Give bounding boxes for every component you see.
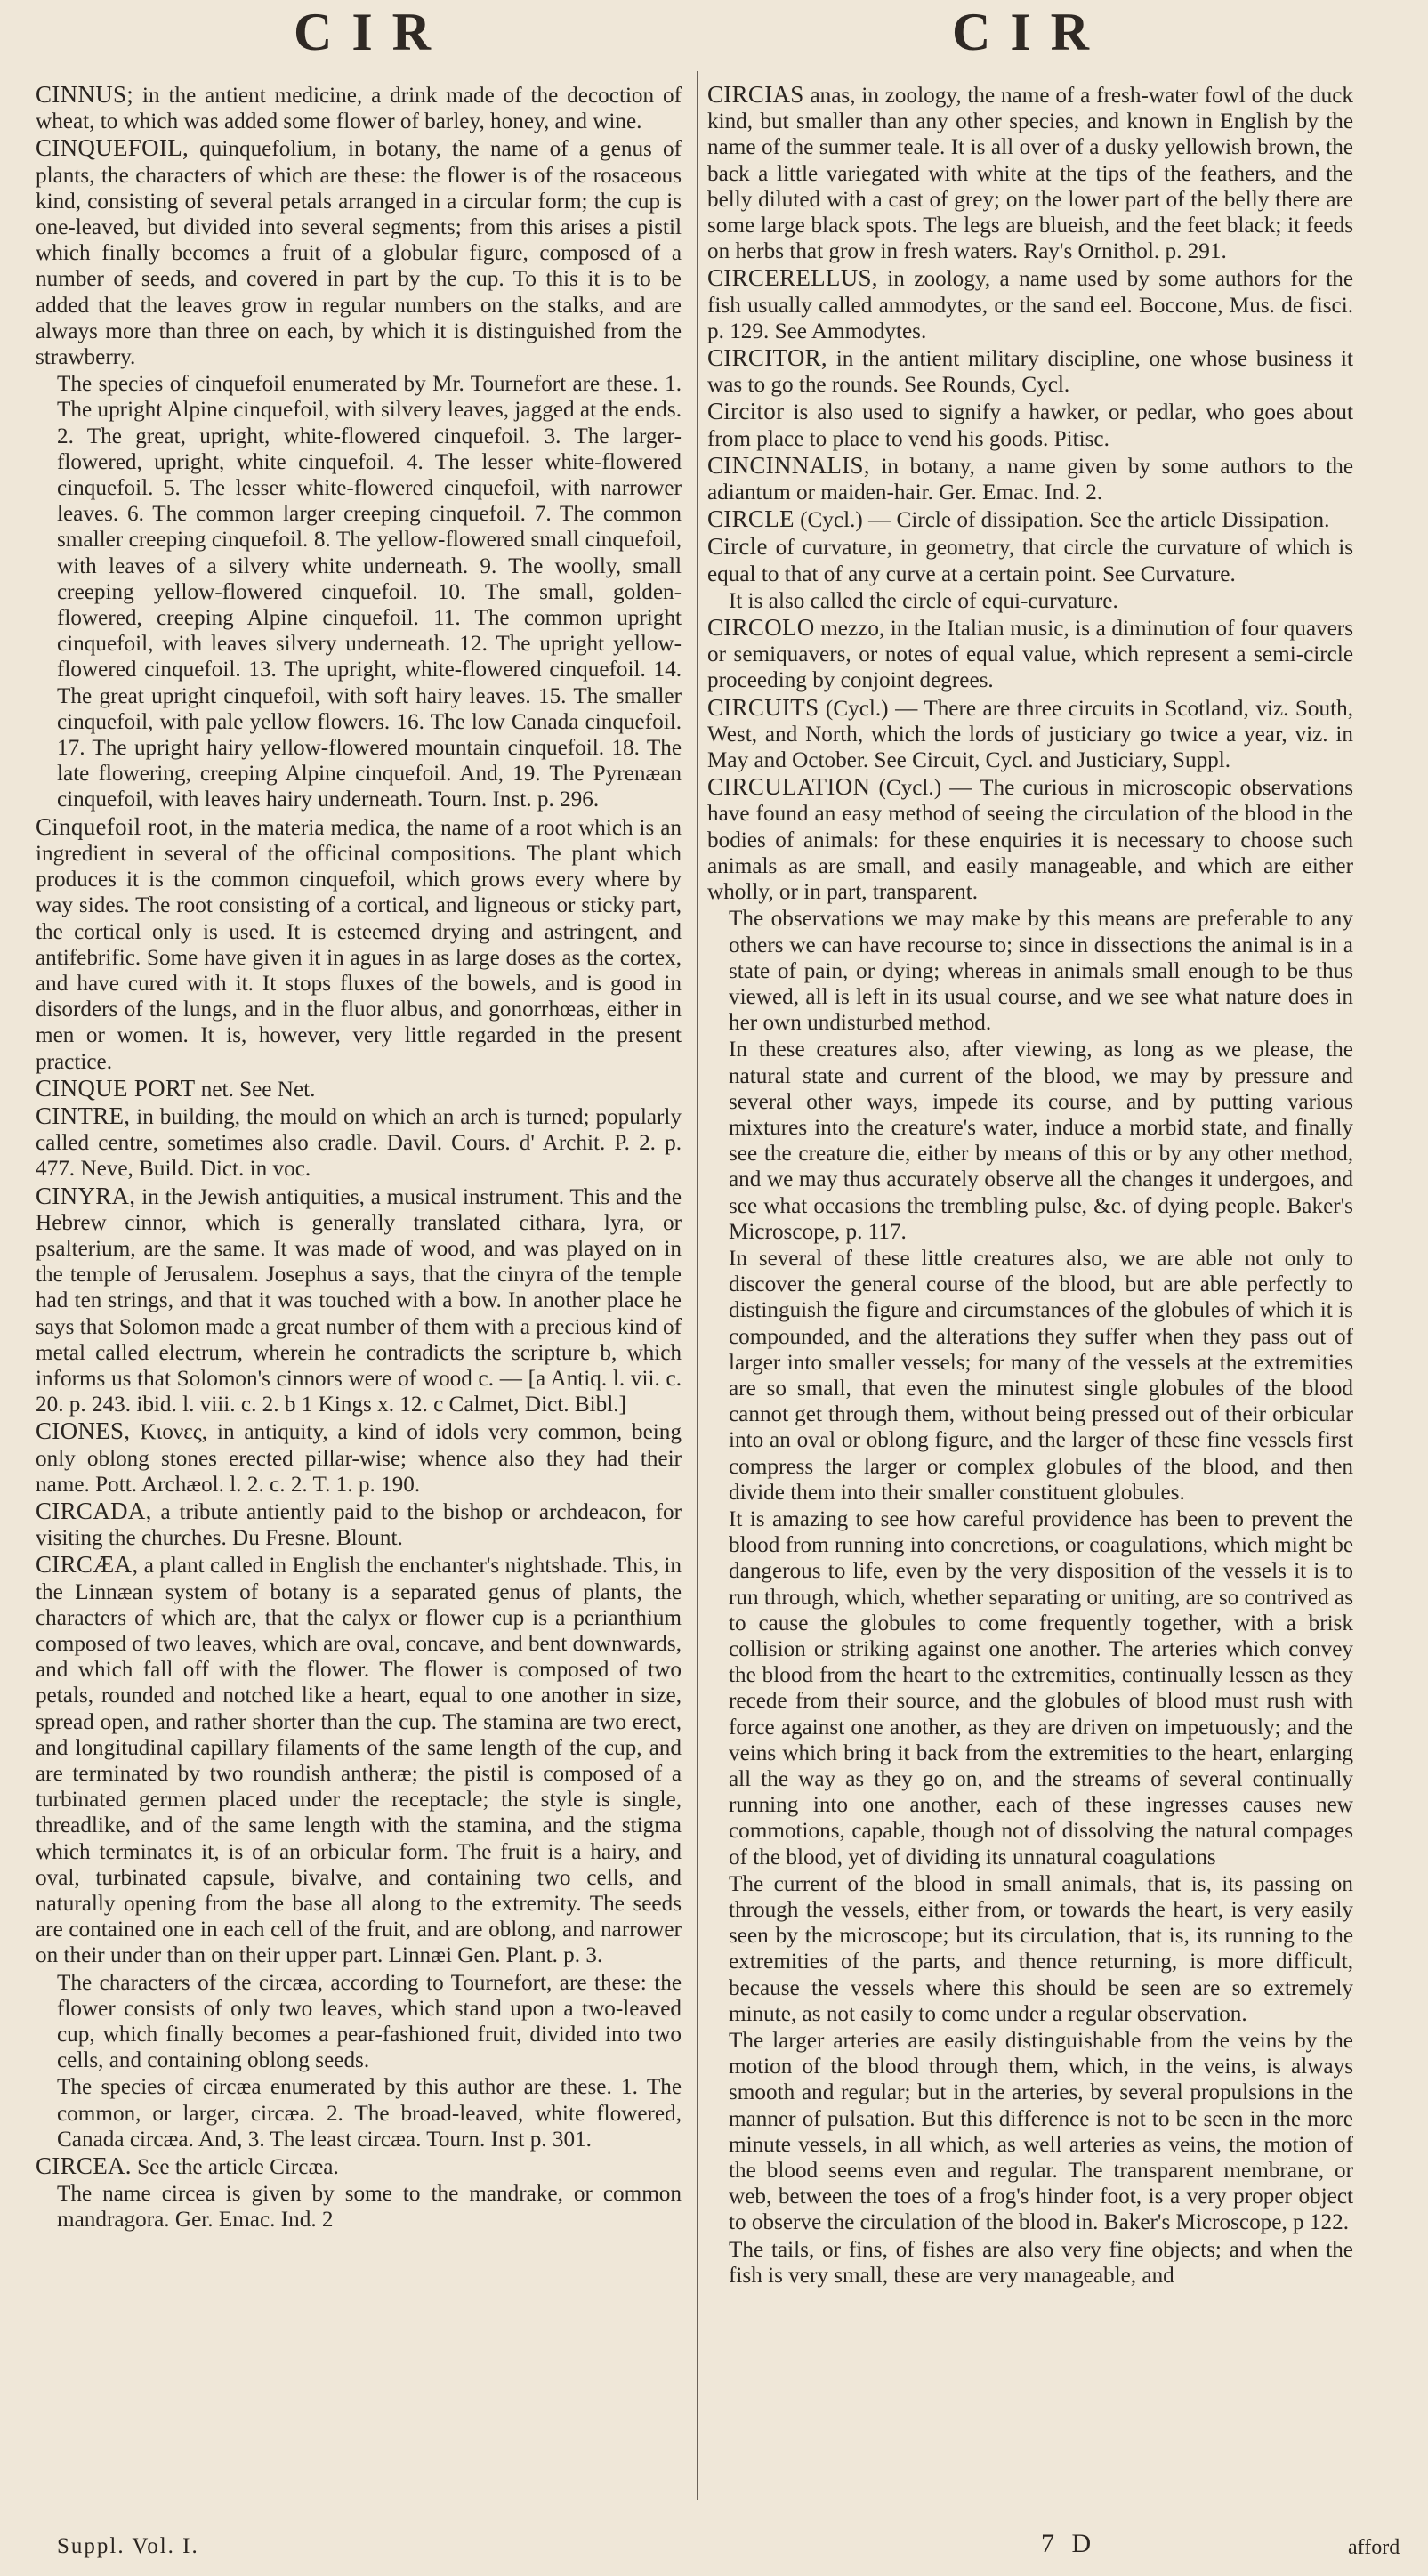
dictionary-entry	[707, 345, 1353, 398]
dictionary-entry	[707, 399, 1353, 451]
dictionary-entry	[36, 1552, 682, 1968]
dictionary-entry	[707, 453, 1353, 505]
dictionary-entry	[707, 906, 1353, 1036]
dictionary-entry	[707, 2028, 1353, 2236]
entry-text: The observations we may make by this means are preferable to any others we can have recourse to; since in dissections the animal is in a state of pain, or dying; whereas in animals small enough to be thus viewed, all is left in its usual course, and we see what nature does in her own undisturbed method.	[729, 907, 1353, 1036]
entry-headword: CIRCOLO	[707, 614, 815, 642]
dictionary-entry	[707, 588, 1353, 614]
entry-text: The species of cinquefoil enumerated by Mr. Tournefort are these. 1. The upright Alpine cinquefoil, with silvery leaves, jagged at the ends. 2. The great, upright, white-flowered cinquefoil. 3. The larger-flowered, upright, white cinquefoil. 4. The lesser white-flowered cinquefoil. 5. The lesser white-flowered cinquefoil, with narrower leaves. 6. The common larger creeping cinquefoil. 7. The common smaller creeping cinquefoil. 8. The yellow-flowered small cinquefoil, with leaves of a silvery white underneath. 9. The woolly, small creeping yellow-flowered cinquefoil. 10. The small, golden-flowered, creeping Alpine cinquefoil. 11. The common upright cinquefoil, with leaves silvery underneath. 12. The upright yellow-flowered cinquefoil. 13. The upright, white-flowered cinquefoil. 14. The great upright cinquefoil, with soft hairy leaves. 15. The smaller cinquefoil, with pale yellow flowers. 16. The low Canada cinquefoil. 17. The upright hairy yellow-flowered mountain cinquefoil. 18. The late flowering, creeping Alpine cinquefoil. And, 19. The Pyrenæan cinquefoil, with leaves hairy underneath. Tourn. Inst. p. 296.	[57, 372, 682, 812]
dictionary-entry	[36, 1076, 682, 1102]
entry-text: The tails, or fins, of fishes are also very fine objects; and when the fish is very small, these are very manageable, and	[729, 2237, 1353, 2288]
entry-text: In several of these little creatures also, we are able not only to discover the general course of the blood, but are able perfectly to distinguish the figure and circumstances of the globules of which it is compounded, and the alterations they suffer when they pass out of larger into smaller vessels; for many of the vessels at the extremities are so small, that even the minutest single globules of the blood cannot get through them, without being pressed out of their orbicular into an oval or oblong figure, and the larger of these fine vessels first compress the larger or complex globules of the blood, and then divide them into their smaller constituent globules.	[729, 1246, 1353, 1505]
entry-headword: CIRCITOR,	[707, 344, 827, 372]
dictionary-entry	[36, 1103, 682, 1183]
entry-headword: CINQUEFOIL,	[36, 134, 190, 162]
dictionary-entry	[36, 2074, 682, 2152]
entry-text: The species of circæa enumerated by this author are these. 1. The common, or larger, circæa. 2. The broad-leaved, white flowered, Canada circæa. And, 3. The least circæa. Tourn. Inst p. 301.	[57, 2075, 682, 2152]
entry-headword: CINQUE PORT	[36, 1074, 196, 1102]
dictionary-entry	[707, 1037, 1353, 1245]
dictionary-entry	[707, 534, 1353, 586]
entry-text: (Cycl.) — The curious in microscopic observations have found an easy method of seeing the circulation of the blood in the bodies of animals: for these enquiries it is necessary to choose such animals as are small, and easily manageable, and which are either wholly, or in part, transparent.	[707, 776, 1353, 905]
entry-text: in the materia medica, the name of a root which is an ingredient in several of the officinal compositions. The plant which produces it is the common cinquefoil, which grows every where by way sides. The root consisting of a cortical, and ligneous or sticky part, the cortical only is used. It is esteemed drying and astringent, and antifebrific. Some have given it in agues in as large doses as the cortex, and have cured with it. It stops fluxes of the bowels, and is good in disorders of the lungs, and in the fluor albus, and gonorrhœas, either in men or women. It is, however, very little regarded in the present practice.	[36, 815, 682, 1074]
dictionary-entry	[707, 82, 1353, 264]
entry-headword: CINCINNALIS,	[707, 451, 870, 479]
dictionary-entry	[36, 814, 682, 1075]
entry-text: The current of the blood in small animals, that is, its passing on through the vessels, either from, or towards the heart, is very easily seen by the microscope; but its circulation, that is, its running to the extremities of the parts, and thence returning, is more difficult, because the vessels where this should be seen are so extremely minute, as not easily to come under a regular observation.	[729, 1871, 1353, 2026]
entry-text: in the antient military discipline, one whose business it was to go the rounds. See Rounds, Cycl.	[707, 347, 1353, 398]
dictionary-entry	[707, 695, 1353, 774]
entry-headword: Cinquefoil root,	[36, 812, 194, 840]
dictionary-entry	[36, 1498, 682, 1551]
dictionary-entry	[707, 506, 1353, 533]
running-head-left: CIR	[294, 3, 451, 61]
entry-text: It is amazing to see how careful providence has been to prevent the blood from running into concretions, or coagulations, which might be dangerous to life, even by the very disposition of the vessels it is to run through, which, whether separating or uniting, are so contrived as to cause the globules to come frequently together, with a brisk collision or striking against one another. The arteries which convey the blood from the heart to the extremities, continually lessen as they recede from their source, and the globules of blood must rush with force against one another, as they are driven on impetuously; and the veins which bring it back from the extremities to the heart, enlarging all the way as they go on, and the streams of several continually running into one another, each of these ingresses causes new commotions, capable, though not of dissolving the natural compages of the blood, yet of dividing its unnatural coagulations	[729, 1506, 1353, 1869]
dictionary-entry	[707, 2237, 1353, 2289]
entry-text: in the antient medicine, a drink made of the decoction of wheat, to which was added some flower of barley, honey, and wine.	[36, 84, 682, 134]
entry-text: in botany, a name given by some authors to the adiantum or maiden-hair. Ger. Emac. Ind. 2.	[707, 454, 1353, 505]
entry-headword: CINNUS;	[36, 81, 134, 108]
dictionary-entry	[707, 615, 1353, 694]
dictionary-entry	[36, 2181, 682, 2233]
dictionary-entry	[36, 2153, 682, 2180]
left-column	[36, 82, 682, 2233]
entry-text: In these creatures also, after viewing, as long as we please, the natural state and current of the blood, we may by pressure and several other ways, impede its course, and by putting various mixtures into the creature's water, induce a morbid state, and finally see the creature die, either by means of this or by any other method, and we may thus accurately observe all the changes it undergoes, and see what occasions the trembling pulse, &c. of dying people. Baker's Microscope, p. 117.	[729, 1038, 1353, 1244]
entry-text: net. See Net.	[195, 1077, 316, 1102]
dictionary-entry	[36, 135, 682, 370]
entry-text: The characters of the circæa, according to Tournefort, are these: the flower consists of only two leaves, which stand upon a two-leaved cup, which finally becomes a pear-fashioned fruit, divided into two cells, and containing oblong seeds.	[57, 1970, 682, 2073]
entry-text: in the Jewish antiquities, a musical instrument. This and the Hebrew cinnor, which is generally translated cithara, lyra, or psalterium, are the same. It was made of wood, and was played on in the temple of Jerusalem. Josephus a says, that the cinyra of the temple had ten strings, and that it was touched with a bow. In another place he says that Solomon made a great number of them with a precious kind of metal called electrum, wherein he contradicts the scripture b, which informs us that Solomon's cinnors were of wood c. — [a Antiq. l. vii. c. 20. p. 243. ibid. l. viii. c. 2. b 1 Kings x. 12. c Calmet, Dict. Bibl.]	[36, 1184, 682, 1417]
right-column	[707, 82, 1353, 2289]
entry-text: The larger arteries are easily distinguishable from the veins by the motion of the blood through them, which, in the veins, is always smooth and regular; but in the arteries, by several propulsions in the manner of pulsation. But this difference is not to be seen in the more minute vessels, in all which, as well arteries as veins, the motion of the blood seems even and regular. The transparent membrane, or web, between the toes of a frog's hinder foot, is a very proper object to observe the circulation of the blood in. Baker's Microscope, p 122.	[729, 2029, 1353, 2235]
entry-headword: CIRCULATION	[707, 773, 871, 801]
entry-headword: Circitor	[707, 398, 785, 425]
entry-headword: Circle	[707, 533, 768, 561]
gathering-mark: 7 D	[1041, 2529, 1097, 2558]
entry-headword: CIRCIAS	[707, 81, 804, 108]
catchword: afford	[1348, 2536, 1400, 2559]
entry-headword: CINYRA,	[36, 1182, 136, 1209]
entry-text: It is also called the circle of equi-curvature.	[729, 588, 1118, 613]
dictionary-entry	[36, 1418, 682, 1498]
column-divider	[697, 71, 698, 2500]
entry-text: The name circea is given by some to the mandrake, or common mandragora. Ger. Emac. Ind. 2	[57, 2182, 682, 2233]
entry-headword: CIRCADA,	[36, 1497, 152, 1524]
entry-headword: CINTRE,	[36, 1102, 131, 1129]
entry-text: (Cycl.) — Circle of dissipation. See the article Dissipation.	[794, 508, 1330, 533]
entry-text: See the article Circæa.	[131, 2155, 339, 2180]
entry-headword: CIRCÆA,	[36, 1551, 139, 1579]
dictionary-entry	[36, 1183, 682, 1418]
entry-text: a plant called in English the enchanter's nightshade. This, in the Linnæan system of botany is a separated genus of plants, the characters of which are, that the calyx or flower cup is a perianthium composed of two leaves, which are oval, concave, and bent downwards, and which fall off with the flower. The flower is composed of two petals, rounded and notched like a heart, equal to one another in size, spread open, and rather shorter than the cup. The stamina are two erect, and longitudinal capillary filaments of the same length of the cup, and are terminated by two roundish antheræ; the pistil is composed of a turbinated germen placed under the receptacle; the style is single, threadlike, and of the same length with the stamina, and the stigma which terminates it, is of an orbicular form. The fruit is a hairy, and oval, turbinated capsule, bivalve, and containing two cells, and naturally opening from the base all along to the extremity. The seeds are contained one in each cell of the fruit, and are oblong, and narrower on their under than on their upper part. Linnæi Gen. Plant. p. 3.	[36, 1554, 682, 1968]
entry-text: Κιονες, in antiquity, a kind of idols very common, being only oblong stones erected pillar-wise; whence also they had their name. Pott. Archæol. l. 2. c. 2. T. 1. p. 190.	[36, 1420, 682, 1497]
running-head-right: CIR	[952, 3, 1109, 61]
dictionary-entry	[707, 1871, 1353, 2027]
dictionary-entry	[36, 371, 682, 812]
entry-headword: CIRCUITS	[707, 693, 819, 721]
entry-text: anas, in zoology, the name of a fresh-water fowl of the duck kind, but smaller than any other species, and known in English by the name of the summer teale. It is all over of a dusky yellowish brown, the back a little variegated with white at the tips of the feathers, and the belly diluted with a cast of grey; on the lower part of the belly there are some large black spots. The legs are blueish, and the feet black; it feeds on herbs that grow in fresh waters. Ray's Ornithol. p. 291.	[707, 84, 1353, 264]
dictionary-entry	[36, 82, 682, 134]
entry-text: quinquefolium, in botany, the name of a genus of plants, the characters of which are these: the flower is of the rosaceous kind, consisting of several petals arranged in a circular form; the cup is one-leaved, but divided into several segments; from this arises a pistil which finally becomes a fruit of a globular figure, composed of a number of seeds, and covered in part by the cup. To this it is to be added that the leaves grow in regular numbers on the stalks, and are always more than three on each, by which it is distinguished from the strawberry.	[36, 137, 682, 370]
dictionary-entry	[707, 265, 1353, 344]
entry-text: in zoology, a name used by some authors for the fish usually called ammodytes, or the sand eel. Boccone, Mus. de fisci. p. 129. See Ammodytes.	[707, 267, 1353, 343]
dictionary-entry	[707, 1506, 1353, 1870]
signature-mark: Suppl. Vol. I.	[57, 2534, 199, 2558]
entry-text: a tribute antiently paid to the bishop or archdeacon, for visiting the churches. Du Fresne. Blount.	[36, 1499, 682, 1551]
entry-headword: CIRCLE	[707, 505, 795, 533]
dictionary-entry	[707, 1246, 1353, 1506]
entry-text: in building, the mould on which an arch is turned; popularly called centre, sometimes also cradle. Davil. Cours. d' Archit. P. 2. p. 477. Neve, Build. Dict. in voc.	[36, 1104, 682, 1182]
dictionary-entry	[36, 1970, 682, 2074]
entry-text: mezzo, in the Italian music, is a diminution of four quavers or semiquavers, or notes of equal value, which represent a semi-circle proceeding by conjoint degrees.	[707, 617, 1353, 693]
dictionary-entry	[707, 774, 1353, 905]
entry-text: of curvature, in geometry, that circle the curvature of which is equal to that of any curve at a certain point. See Curvature.	[707, 536, 1353, 586]
entry-headword: CIRCERELLUS,	[707, 264, 878, 292]
entry-headword: CIONES,	[36, 1417, 131, 1445]
entry-text: is also used to signify a hawker, or pedlar, who goes about from place to place to vend his goods. Pitisc.	[707, 400, 1353, 451]
entry-headword: CIRCEA.	[36, 2152, 132, 2180]
entry-text: (Cycl.) — There are three circuits in Scotland, viz. South, West, and North, which the lords of justiciary go twice a year, viz. in May and October. See Circuit, Cycl. and Justiciary, Suppl.	[707, 696, 1353, 773]
